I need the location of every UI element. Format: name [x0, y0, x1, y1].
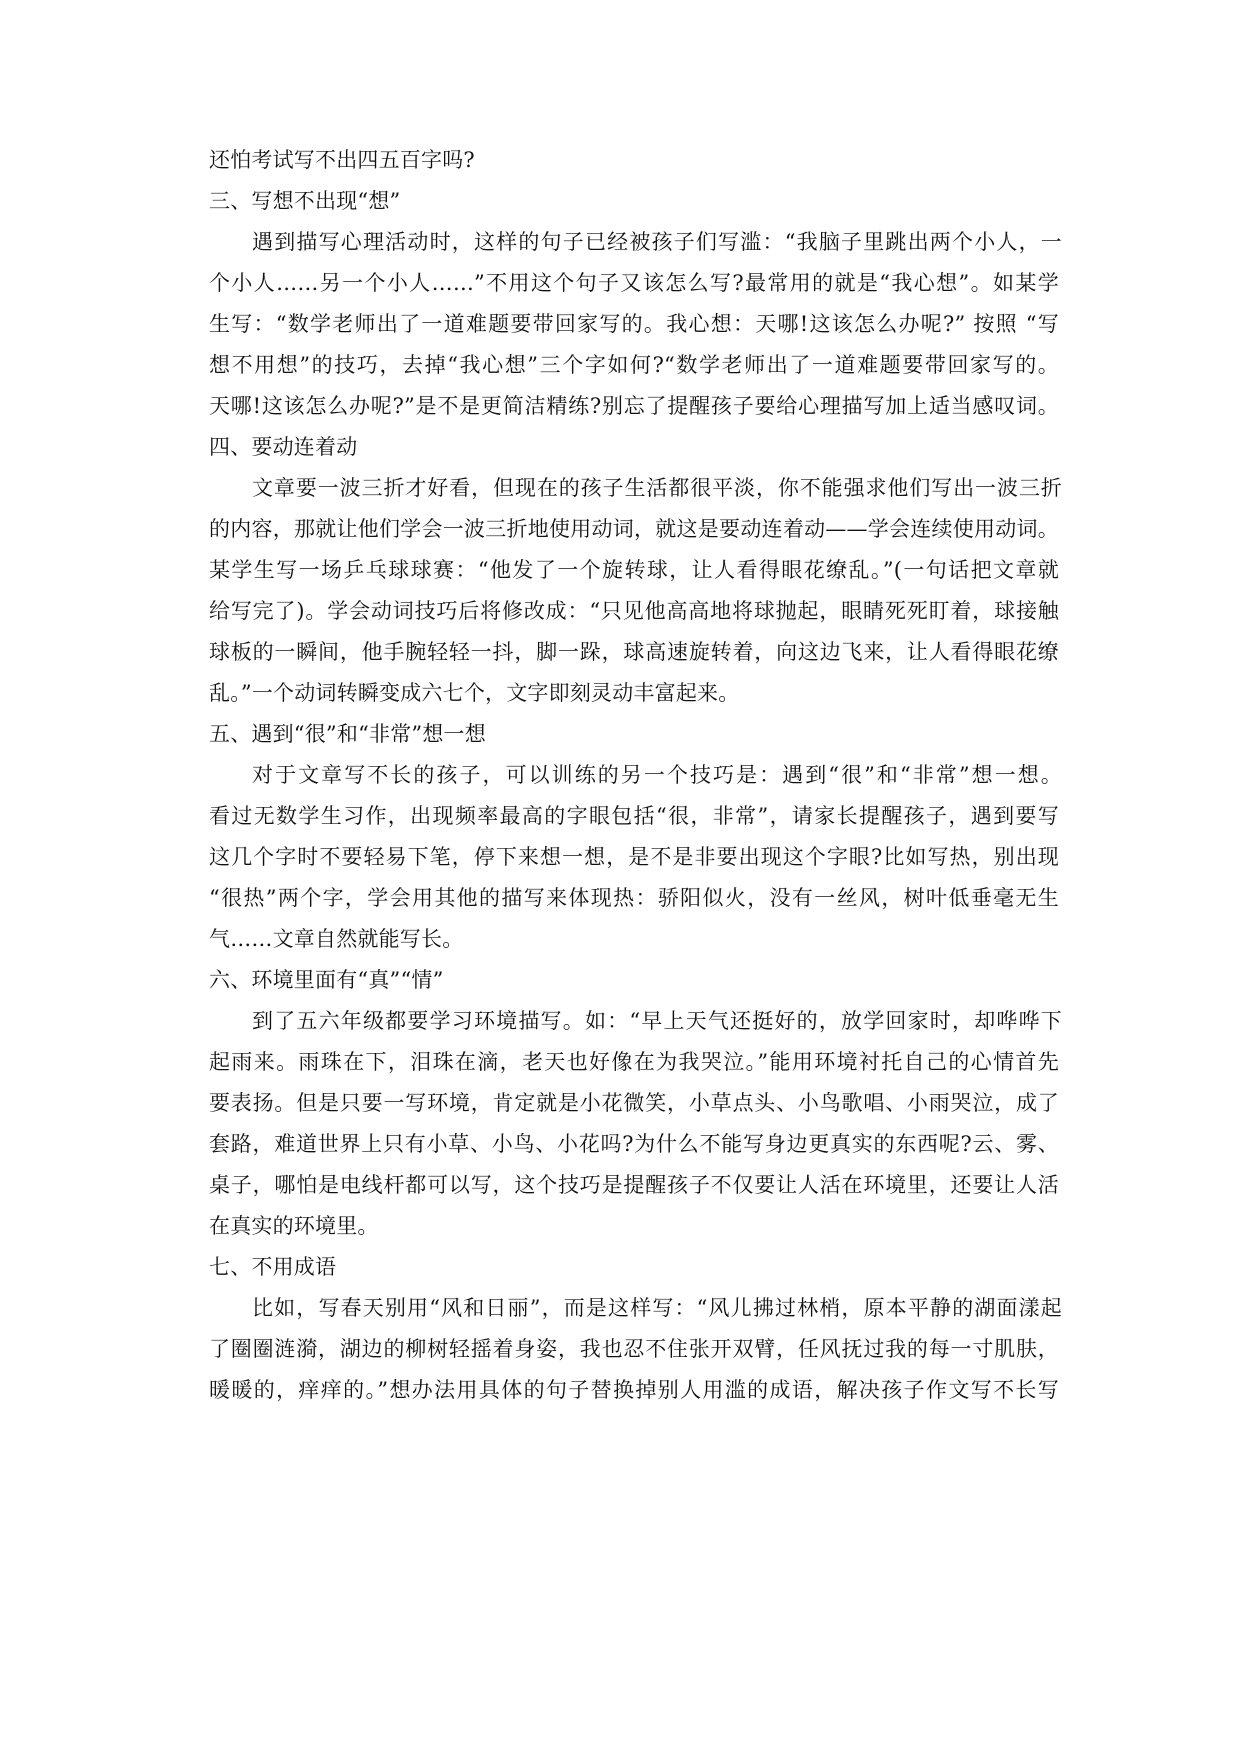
text-line: 遇到描写心理活动时，这样的句子已经被孩子们写滥：“我脑子里跳出两个小人，一 — [252, 230, 1062, 254]
section-heading: 四、要动连着动 — [209, 435, 358, 459]
text-line: 球板的一瞬间，他手腕轻轻一抖，脚一跺，球高速旋转着，向这边飞来，让人看得眼花缭 — [209, 640, 1059, 664]
section-heading: 三、写想不出现“想” — [209, 189, 401, 213]
text-line: 暖暖的，痒痒的。”想办法用具体的句子替换掉别人用滥的成语，解决孩子作文写不长写 — [209, 1378, 1059, 1402]
text-line: 要表扬。但是只要一写环境，肯定就是小花微笑，小草点头、小鸟歌唱、小雨哭泣，成了 — [209, 1091, 1059, 1115]
section-heading: 五、遇到“很”和“非常”想一想 — [209, 722, 486, 746]
text-line: 生写：“数学老师出了一道难题要带回家写的。我心想：天哪!这该怎么办呢?” 按照 “写 — [209, 312, 1059, 336]
text-line: 的内容，那就让他们学会一波三折地使用动词，就这是要动连着动——学会连续使用动词。 — [209, 517, 1059, 541]
text-line: 个小人……另一个小人……”不用这个句子又该怎么写?最常用的就是“我心想”。如某学 — [209, 271, 1059, 295]
text-line: 对于文章写不长的孩子，可以训练的另一个技巧是：遇到“很”和“非常”想一想。 — [252, 763, 1062, 787]
text-line: 给写完了)。学会动词技巧后将修改成：“只见他高高地将球抛起，眼睛死死盯着，球接触 — [209, 599, 1059, 623]
text-line: “很热”两个字，学会用其他的描写来体现热：骄阳似火，没有一丝风，树叶低垂毫无生 — [209, 886, 1059, 910]
text-line: 看过无数学生习作，出现频率最高的字眼包括“很，非常”，请家长提醒孩子，遇到要写 — [209, 804, 1059, 828]
section-heading: 六、环境里面有“真”“情” — [209, 968, 444, 992]
text-line: 起雨来。雨珠在下，泪珠在滴，老天也好像在为我哭泣。”能用环境衬托自己的心情首先 — [209, 1050, 1059, 1074]
text-line: 到了五六年级都要学习环境描写。如：“早上天气还挺好的，放学回家时，却哗哗下 — [252, 1009, 1062, 1033]
text-line: 气……文章自然就能写长。 — [209, 927, 464, 951]
text-line: 天哪!这该怎么办呢?”是不是更简洁精练?别忘了提醒孩子要给心理描写加上适当感叹词。 — [209, 394, 1059, 418]
text-line: 套路，难道世界上只有小草、小鸟、小花吗?为什么不能写身边更真实的东西呢?云、雾、 — [209, 1132, 1059, 1156]
text-line: 还怕考试写不出四五百字吗? — [209, 148, 475, 172]
text-line: 文章要一波三折才好看，但现在的孩子生活都很平淡，你不能强求他们写出一波三折 — [252, 476, 1062, 500]
text-line: 在真实的环境里。 — [209, 1214, 379, 1238]
text-line: 了圈圈涟漪，湖边的柳树轻摇着身姿，我也忍不住张开双臂，任风抚过我的每一寸肌肤， — [209, 1337, 1059, 1361]
text-line: 这几个字时不要轻易下笔，停下来想一想，是不是非要出现这个字眼?比如写热，别出现 — [209, 845, 1059, 869]
text-line: 乱。”一个动词转瞬变成六七个，文字即刻灵动丰富起来。 — [209, 681, 740, 705]
section-heading: 七、不用成语 — [209, 1255, 337, 1279]
text-line: 想不用想”的技巧，去掉“我心想”三个字如何?“数学老师出了一道难题要带回家写的。 — [209, 353, 1059, 377]
text-line: 某学生写一场乒乓球球赛：“他发了一个旋转球，让人看得眼花缭乱。”(一句话把文章就 — [209, 558, 1059, 582]
text-line: 桌子，哪怕是电线杆都可以写，这个技巧是提醒孩子不仅要让人活在环境里，还要让人活 — [209, 1173, 1059, 1197]
text-line: 比如，写春天别用“风和日丽”，而是这样写：“风儿拂过林梢，原本平静的湖面漾起 — [252, 1296, 1062, 1320]
